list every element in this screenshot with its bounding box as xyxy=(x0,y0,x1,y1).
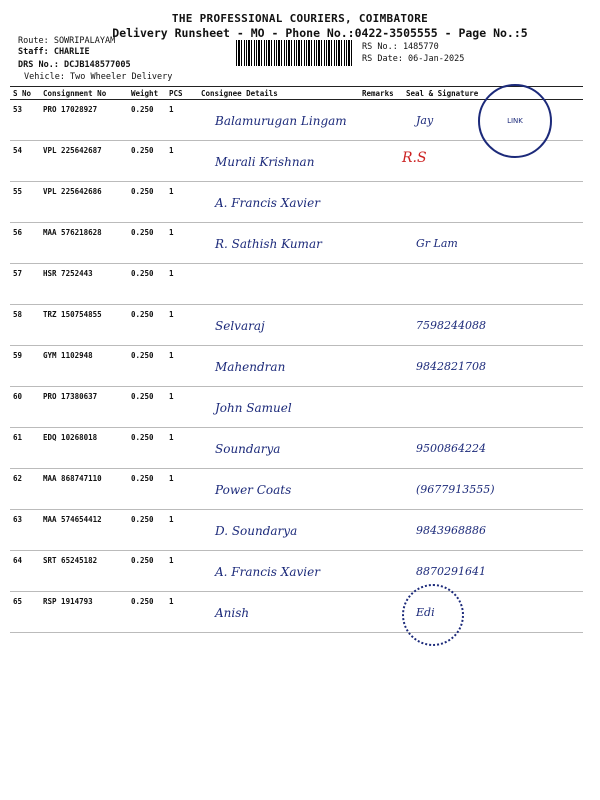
row-weight: 0.250 xyxy=(128,428,166,469)
row-consignment-no: VPL 225642687 xyxy=(40,141,128,182)
table-row xyxy=(10,592,583,633)
row-pcs: 1 xyxy=(166,551,198,592)
row-remarks xyxy=(359,141,403,182)
row-consignment-no: TRZ 150754855 xyxy=(40,305,128,346)
handwritten-consignee-name: A. Francis Xavier xyxy=(215,565,320,579)
row-pcs: 1 xyxy=(166,100,198,141)
row-remarks xyxy=(359,469,403,510)
row-pcs: 1 xyxy=(166,346,198,387)
rs-date: RS Date: 06-Jan-2025 xyxy=(362,54,465,64)
handwritten-consignee-name: R. Sathish Kumar xyxy=(215,237,322,251)
row-sno: 55 xyxy=(10,182,40,223)
handwritten-consignee-name: Mahendran xyxy=(215,360,286,374)
red-mark: R.S xyxy=(402,150,427,166)
row-weight: 0.250 xyxy=(128,510,166,551)
table-row xyxy=(10,551,583,592)
table-row xyxy=(10,469,583,510)
row-consignee xyxy=(198,223,359,264)
table-row xyxy=(10,182,583,223)
row-sno: 56 xyxy=(10,223,40,264)
row-signature xyxy=(403,510,583,551)
row-consignment-no: MAA 576218628 xyxy=(40,223,128,264)
route-label: Route: SOWRIPALAYAM xyxy=(18,36,116,46)
row-weight: 0.250 xyxy=(128,551,166,592)
row-weight: 0.250 xyxy=(128,469,166,510)
vehicle-label: Vehicle: Two Wheeler Delivery xyxy=(24,72,173,82)
handwritten-consignee-name: John Samuel xyxy=(215,401,292,415)
row-weight: 0.250 xyxy=(128,387,166,428)
row-signature xyxy=(403,387,583,428)
row-signature xyxy=(403,182,583,223)
handwritten-signature: 7598244088 xyxy=(416,319,486,332)
row-consignment-no: MAA 574654412 xyxy=(40,510,128,551)
row-signature xyxy=(403,346,583,387)
row-signature xyxy=(403,305,583,346)
handwritten-signature: 9842821708 xyxy=(416,360,486,373)
row-consignee xyxy=(198,469,359,510)
table-row xyxy=(10,223,583,264)
table-row xyxy=(10,264,583,305)
row-signature xyxy=(403,469,583,510)
seal-text: LINK xyxy=(507,117,523,125)
row-signature xyxy=(403,428,583,469)
row-sno: 63 xyxy=(10,510,40,551)
handwritten-signature: 9500864224 xyxy=(416,442,486,455)
row-sno: 60 xyxy=(10,387,40,428)
row-remarks xyxy=(359,510,403,551)
handwritten-consignee-name: Selvaraj xyxy=(215,319,265,333)
row-signature xyxy=(403,264,583,305)
row-weight: 0.250 xyxy=(128,100,166,141)
company-title: THE PROFESSIONAL COURIERS, COIMBATORE xyxy=(171,12,429,25)
row-weight: 0.250 xyxy=(128,264,166,305)
row-consignee xyxy=(198,264,359,305)
runsheet-subtitle: Delivery Runsheet - MO - Phone No.:0422-3505555 - Page No.:5 xyxy=(112,26,528,40)
row-pcs: 1 xyxy=(166,387,198,428)
row-remarks xyxy=(359,264,403,305)
row-consignee xyxy=(198,592,359,633)
handwritten-signature: Gr Lam xyxy=(416,237,458,250)
row-remarks xyxy=(359,223,403,264)
row-sno: 54 xyxy=(10,141,40,182)
handwritten-consignee-name: Anish xyxy=(215,606,250,620)
col-sno: S No xyxy=(10,87,40,100)
row-remarks xyxy=(359,428,403,469)
row-weight: 0.250 xyxy=(128,223,166,264)
barcode-image xyxy=(236,40,354,66)
row-consignee xyxy=(198,141,359,182)
row-sno: 59 xyxy=(10,346,40,387)
runsheet-table xyxy=(10,86,583,633)
handwritten-consignee-name: Murali Krishnan xyxy=(215,155,315,169)
row-consignment-no: PRO 17380637 xyxy=(40,387,128,428)
staff-label: Staff: CHARLIE xyxy=(18,47,90,57)
row-remarks xyxy=(359,551,403,592)
col-seal-signature: Seal & Signature xyxy=(403,87,583,100)
row-consignee xyxy=(198,387,359,428)
row-sno: 65 xyxy=(10,592,40,633)
col-remarks: Remarks xyxy=(359,87,403,100)
row-consignment-no: SRT 65245182 xyxy=(40,551,128,592)
row-consignee xyxy=(198,182,359,223)
row-consignment-no: EDQ 10268018 xyxy=(40,428,128,469)
handwritten-signature: 8870291641 xyxy=(416,565,486,578)
row-consignment-no: PRO 17028927 xyxy=(40,100,128,141)
row-pcs: 1 xyxy=(166,428,198,469)
row-pcs: 1 xyxy=(166,182,198,223)
row-sno: 58 xyxy=(10,305,40,346)
row-remarks xyxy=(359,182,403,223)
col-consignee: Consignee Details xyxy=(198,87,359,100)
row-sno: 61 xyxy=(10,428,40,469)
handwritten-signature: Edi xyxy=(416,606,435,619)
rs-number: RS No.: 1485770 xyxy=(362,42,439,52)
row-sno: 64 xyxy=(10,551,40,592)
table-row xyxy=(10,387,583,428)
handwritten-signature: 9843968886 xyxy=(416,524,486,537)
handwritten-signature: Jay xyxy=(416,114,434,127)
handwritten-consignee-name: Soundarya xyxy=(215,442,281,456)
row-pcs: 1 xyxy=(166,510,198,551)
handwritten-consignee-name: A. Francis Xavier xyxy=(215,196,320,210)
table-row xyxy=(10,428,583,469)
company-seal-top xyxy=(478,84,552,158)
row-consignment-no: VPL 225642686 xyxy=(40,182,128,223)
table-row xyxy=(10,305,583,346)
row-weight: 0.250 xyxy=(128,305,166,346)
col-weight: Weight xyxy=(128,87,166,100)
row-sno: 57 xyxy=(10,264,40,305)
row-consignee xyxy=(198,510,359,551)
col-consignment: Consignment No xyxy=(40,87,128,100)
table-row xyxy=(10,510,583,551)
row-pcs: 1 xyxy=(166,592,198,633)
row-weight: 0.250 xyxy=(128,346,166,387)
row-sno: 62 xyxy=(10,469,40,510)
handwritten-consignee-name: Balamurugan Lingam xyxy=(215,114,347,128)
handwritten-consignee-name: D. Soundarya xyxy=(215,524,298,538)
row-pcs: 1 xyxy=(166,264,198,305)
row-consignee xyxy=(198,305,359,346)
row-pcs: 1 xyxy=(166,469,198,510)
row-pcs: 1 xyxy=(166,305,198,346)
row-weight: 0.250 xyxy=(128,182,166,223)
row-pcs: 1 xyxy=(166,223,198,264)
row-weight: 0.250 xyxy=(128,141,166,182)
row-remarks xyxy=(359,387,403,428)
row-remarks xyxy=(359,592,403,633)
row-consignee xyxy=(198,100,359,141)
row-remarks xyxy=(359,100,403,141)
col-pcs: PCS xyxy=(166,87,198,100)
handwritten-consignee-name: Power Coats xyxy=(215,483,292,497)
row-signature xyxy=(403,223,583,264)
row-weight: 0.250 xyxy=(128,592,166,633)
company-seal-bottom xyxy=(402,584,464,646)
drs-number: DRS No.: DCJB148577005 xyxy=(18,60,131,70)
row-sno: 53 xyxy=(10,100,40,141)
row-pcs: 1 xyxy=(166,141,198,182)
row-remarks xyxy=(359,346,403,387)
row-remarks xyxy=(359,305,403,346)
row-consignment-no: RSP 1914793 xyxy=(40,592,128,633)
row-consignee xyxy=(198,428,359,469)
handwritten-signature: (9677913555) xyxy=(416,483,495,496)
row-consignment-no: MAA 868747110 xyxy=(40,469,128,510)
row-consignee xyxy=(198,551,359,592)
row-consignee xyxy=(198,346,359,387)
row-consignment-no: HSR 7252443 xyxy=(40,264,128,305)
row-consignment-no: GYM 1102948 xyxy=(40,346,128,387)
table-row xyxy=(10,346,583,387)
